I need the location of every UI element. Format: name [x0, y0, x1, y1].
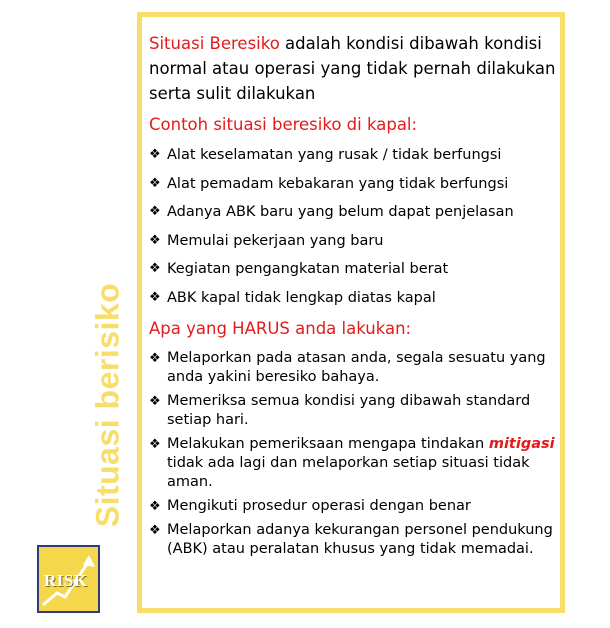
diamond-bullet-icon: ❖ — [149, 204, 161, 220]
content-panel — [137, 12, 565, 613]
list-item: ❖ Alat keselamatan yang rusak / tidak berfungsi — [149, 147, 502, 163]
panel-content — [149, 31, 559, 564]
action-list — [149, 349, 559, 559]
intro-definition: adalah kondisi dibawah kondisi normal atau operasi yang tidak pernah dilakukan serta sulit dilakukan — [149, 34, 556, 103]
side-title-vertical — [88, 270, 128, 540]
list-item: ❖ Melaporkan adanya kekurangan personel pendukung (ABK) atau peralatan khusus yang tidak memadai. — [149, 521, 553, 557]
example-list — [149, 145, 559, 308]
diamond-bullet-icon: ❖ — [149, 393, 161, 409]
list-item: ❖ Memeriksa semua kondisi yang dibawah standard setiap hari. — [149, 392, 531, 428]
list-item: ❖ Adanya ABK baru yang belum dapat penjelasan — [149, 204, 514, 221]
list-item: ❖ Melakukan pemeriksaan mengapa tindakan mitigasi tidak ada lagi dan melaporkan setiap situasi tidak aman. — [149, 435, 555, 490]
diamond-bullet-icon: ❖ — [149, 261, 161, 277]
list-item: ❖ Alat pemadam kebakaran yang tidak berfungsi — [149, 175, 509, 192]
diamond-bullet-icon: ❖ — [149, 175, 161, 191]
intro-paragraph — [149, 31, 559, 106]
diamond-bullet-icon: ❖ — [149, 436, 161, 452]
risk-logo — [37, 545, 100, 613]
section1-heading: Contoh situasi beresiko di kapal: — [149, 115, 418, 134]
mitigasi-emphasis: mitigasi — [488, 435, 555, 452]
diamond-bullet-icon: ❖ — [149, 498, 161, 514]
list-item: ❖ Mengikuti prosedur operasi dengan benar — [149, 497, 471, 514]
diamond-bullet-icon: ❖ — [149, 147, 161, 162]
section2-heading: Apa yang HARUS anda lakukan: — [149, 318, 412, 338]
list-item: ❖ ABK kapal tidak lengkap diatas kapal — [149, 289, 436, 306]
diamond-bullet-icon: ❖ — [149, 232, 161, 248]
diamond-bullet-icon: ❖ — [149, 522, 161, 538]
list-item: ❖ Kegiatan pengangkatan material berat — [149, 261, 449, 278]
list-item: ❖ Melaporkan pada atasan anda, segala sesuatu yang anda yakini beresiko bahaya. — [149, 349, 546, 385]
intro-term: Situasi Beresiko — [149, 34, 280, 53]
list-item: ❖ Memulai pekerjaan yang baru — [149, 232, 384, 249]
side-title: Situasi berisiko — [89, 282, 126, 528]
logo-text: RISK — [44, 571, 88, 590]
diamond-bullet-icon: ❖ — [149, 350, 161, 366]
diamond-bullet-icon: ❖ — [149, 289, 161, 305]
